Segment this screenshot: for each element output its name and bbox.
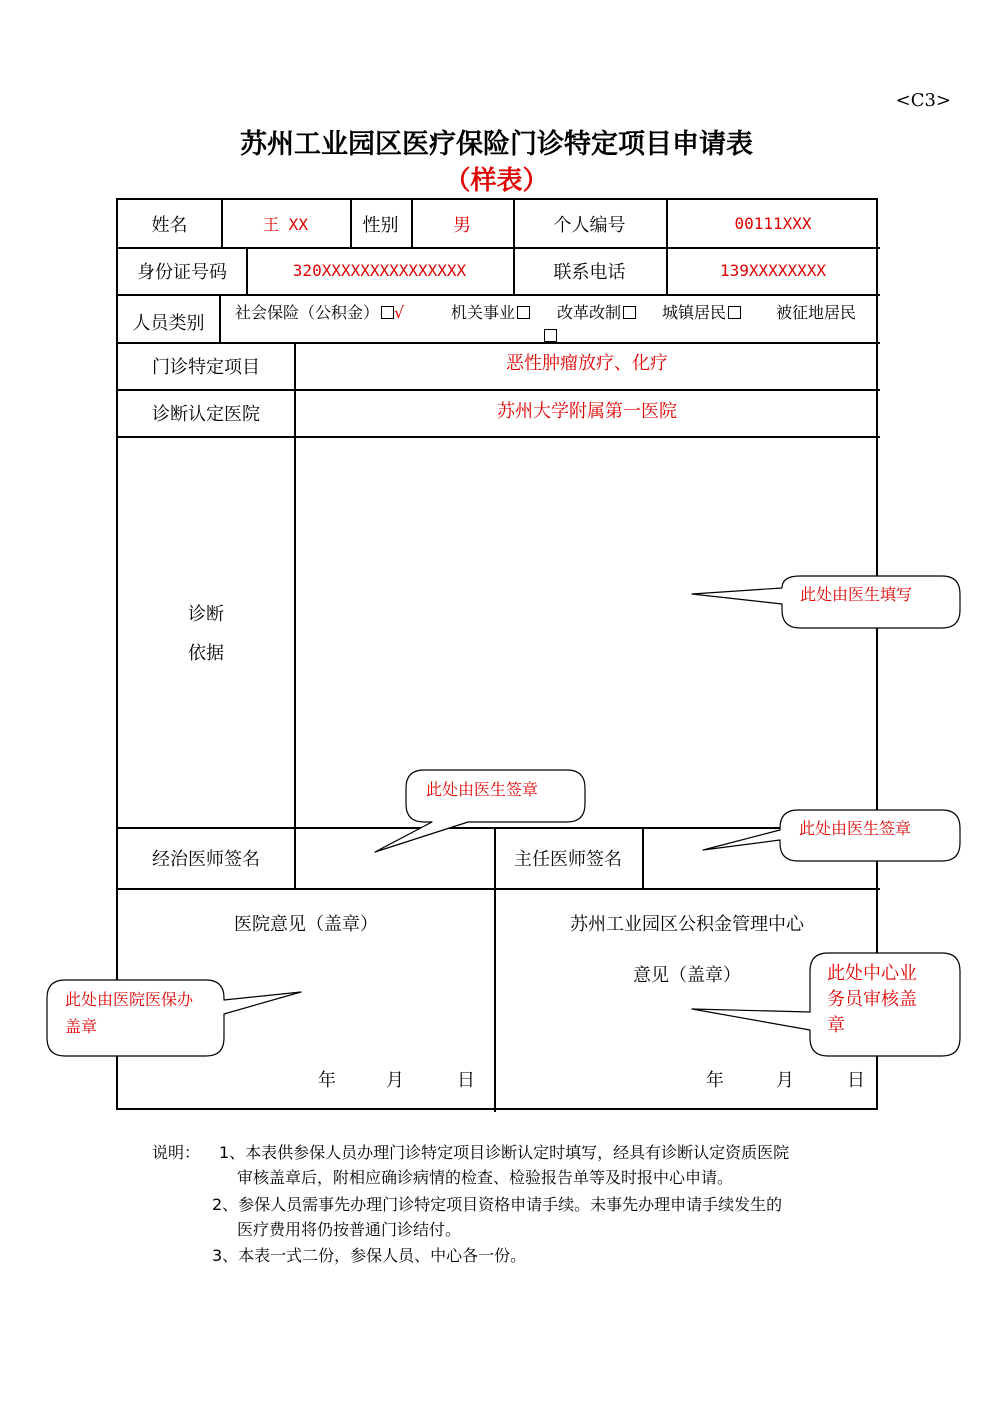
personal-id-value: 00111XXX bbox=[734, 214, 812, 233]
form-title: 苏州工业园区医疗保险门诊特定项目申请表 bbox=[240, 129, 753, 160]
personal-id-label: 个人编号 bbox=[553, 214, 626, 236]
note-2-line-2: 医疗费用将仍按普通门诊结付。 bbox=[237, 1220, 462, 1239]
attending-doctor-label: 经治医师签名 bbox=[152, 848, 260, 870]
category-option-social[interactable]: 社会保险（公积金） √ bbox=[235, 303, 405, 322]
diagnosis-basis-label-1: 诊断 bbox=[188, 604, 224, 625]
note-1-line-1: 1、本表供参保人员办理门诊特定项目诊断认定时填写，经具有诊断认定资质医院 bbox=[219, 1143, 790, 1162]
callout-doctor-sign-2: 此处由医生签章 bbox=[799, 819, 912, 838]
special-item-label: 门诊特定项目 bbox=[152, 356, 260, 378]
note-2-line-1: 2、参保人员需事先办理门诊特定项目资格申请手续。未事先办理申请手续发生的 bbox=[212, 1195, 783, 1214]
center-opinion-label: 意见（盖章） bbox=[633, 965, 741, 986]
special-item-value: 恶性肿瘤放疗、化疗 bbox=[506, 352, 668, 374]
check-mark-icon: √ bbox=[394, 303, 405, 322]
callout-center-stamp-shape bbox=[692, 953, 960, 1056]
category-label: 人员类别 bbox=[132, 313, 205, 334]
hospital-year-label: 年 bbox=[318, 1070, 336, 1091]
diagnosis-basis-label-2: 依据 bbox=[188, 643, 224, 664]
callout-doctor-sign-1: 此处由医生签章 bbox=[426, 780, 539, 799]
note-3: 3、本表一式二份，参保人员、中心各一份。 bbox=[212, 1246, 527, 1265]
hospital-value: 苏州大学附属第一医院 bbox=[497, 400, 677, 422]
phone-value: 139XXXXXXXX bbox=[720, 261, 826, 280]
center-month-label: 月 bbox=[776, 1070, 794, 1091]
idcard-value: 320XXXXXXXXXXXXXXX bbox=[292, 261, 467, 280]
hospital-label: 诊断认定医院 bbox=[152, 403, 260, 425]
callout-doctor-fill: 此处由医生填写 bbox=[800, 585, 913, 604]
chief-doctor-label: 主任医师签名 bbox=[514, 848, 622, 870]
hospital-day-label: 日 bbox=[457, 1070, 475, 1091]
gender-value: 男 bbox=[453, 214, 471, 236]
note-1-line-2: 审核盖章后，附相应确诊病情的检查、检验报告单等及时报中心申请。 bbox=[237, 1168, 734, 1187]
name-value: 王 XX bbox=[263, 215, 308, 234]
category-option-landloss[interactable]: 被征地居民 bbox=[776, 303, 857, 322]
hospital-opinion-label: 医院意见（盖章） bbox=[234, 914, 378, 935]
phone-label: 联系电话 bbox=[553, 261, 626, 283]
hospital-month-label: 月 bbox=[386, 1070, 404, 1091]
center-day-label: 日 bbox=[847, 1070, 865, 1091]
center-name: 苏州工业园区公积金管理中心 bbox=[570, 914, 804, 935]
category-option-reform[interactable]: 改革改制 bbox=[557, 300, 636, 323]
idcard-label: 身份证号码 bbox=[137, 261, 227, 283]
center-year-label: 年 bbox=[706, 1070, 724, 1091]
category-option-government[interactable]: 机关事业 bbox=[451, 300, 530, 323]
gender-label: 性别 bbox=[362, 214, 399, 236]
callout-center-stamp: 此处中心业 务员审核盖 章 bbox=[827, 963, 917, 1036]
category-option-urban[interactable]: 城镇居民 bbox=[662, 300, 741, 323]
callout-hospital-stamp: 此处由医院医保办 盖章 bbox=[65, 990, 194, 1036]
form-subtitle: （样表） bbox=[444, 166, 549, 196]
name-label: 姓名 bbox=[151, 214, 188, 236]
notes-label: 说明： bbox=[152, 1143, 201, 1162]
document-code: <C3> bbox=[895, 90, 951, 111]
